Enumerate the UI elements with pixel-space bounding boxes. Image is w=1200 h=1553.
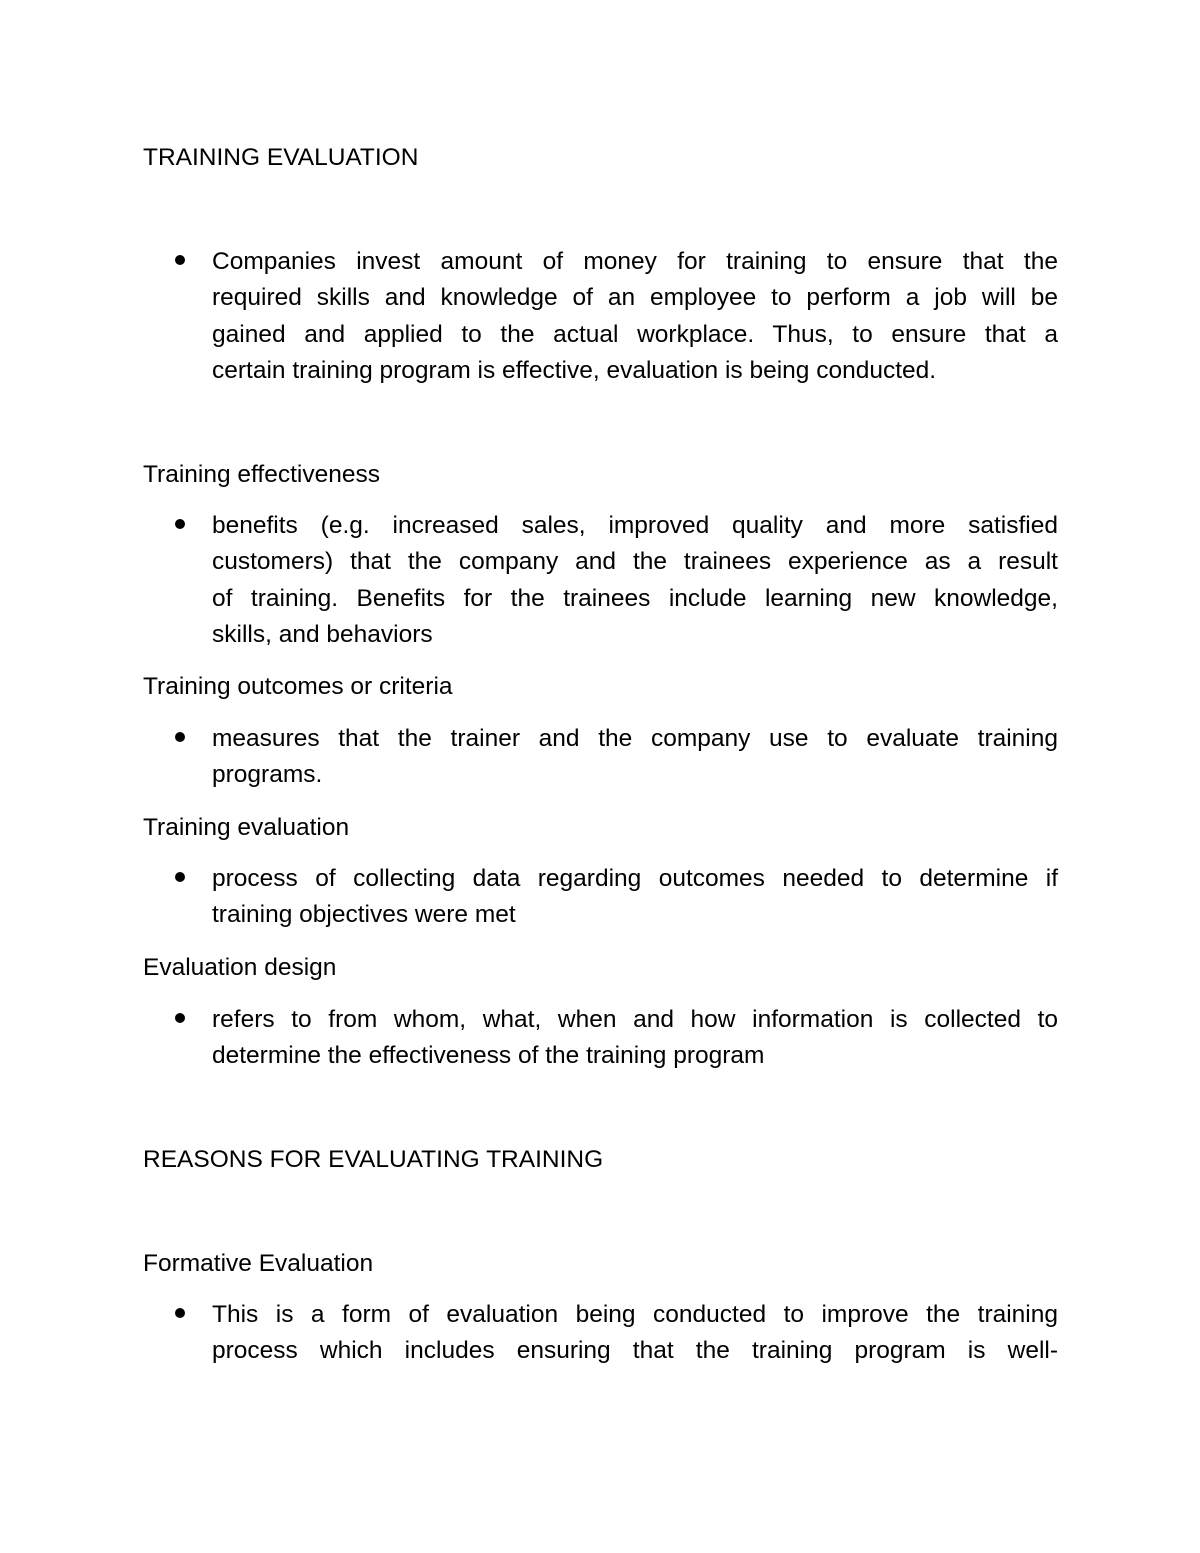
section-heading-training-evaluation: TRAINING EVALUATION	[143, 144, 419, 171]
term-training-evaluation: Training evaluation	[143, 814, 350, 841]
bullet-text	[212, 244, 1058, 389]
text-line: customers) that the company and the trainees experience as a result	[212, 548, 1058, 576]
bullet-text	[212, 1002, 1058, 1075]
bullet-icon	[175, 872, 185, 882]
bullet-text	[212, 721, 1058, 794]
text-line: process of collecting data regarding outcomes needed to determine if	[212, 865, 1058, 892]
text-line: gained and applied to the actual workplace. Thus, to ensure that a	[212, 320, 1058, 348]
text-line: benefits (e.g. increased sales, improved quality and more satisfied	[212, 512, 1058, 539]
bullet-icon	[175, 1308, 185, 1318]
text-line: process which includes ensuring that the training program is well-	[212, 1337, 1058, 1365]
text-line: skills, and behaviors	[212, 620, 433, 648]
term-training-effectiveness: Training effectiveness	[143, 461, 380, 488]
bullet-icon	[175, 1013, 185, 1023]
bullet-icon	[175, 732, 185, 742]
text-line: certain training program is effective, evaluation is being conducted.	[212, 356, 937, 384]
term-formative-evaluation: Formative Evaluation	[143, 1250, 374, 1277]
bullet-text	[212, 861, 1058, 934]
bullet-text	[212, 1297, 1058, 1370]
term-training-outcomes: Training outcomes or criteria	[143, 673, 453, 700]
text-line: refers to from whom, what, when and how information is collected to	[212, 1006, 1058, 1033]
text-line: of training. Benefits for the trainees include learning new knowledge,	[212, 584, 1058, 612]
text-line: training objectives were met	[212, 901, 516, 929]
bullet-icon	[175, 519, 185, 529]
section-heading-reasons: REASONS FOR EVALUATING TRAINING	[143, 1146, 604, 1173]
text-line: Companies invest amount of money for training to ensure that the	[212, 248, 1058, 275]
bullet-text	[212, 508, 1058, 653]
text-line: determine the effectiveness of the training program	[212, 1042, 765, 1070]
text-line: required skills and knowledge of an employee to perform a job will be	[212, 284, 1058, 312]
text-line: measures that the trainer and the company use to evaluate training	[212, 725, 1058, 752]
text-line: This is a form of evaluation being conducted to improve the training	[212, 1301, 1058, 1328]
bullet-icon	[175, 255, 185, 265]
text-line: programs.	[212, 761, 323, 789]
term-evaluation-design: Evaluation design	[143, 954, 337, 981]
